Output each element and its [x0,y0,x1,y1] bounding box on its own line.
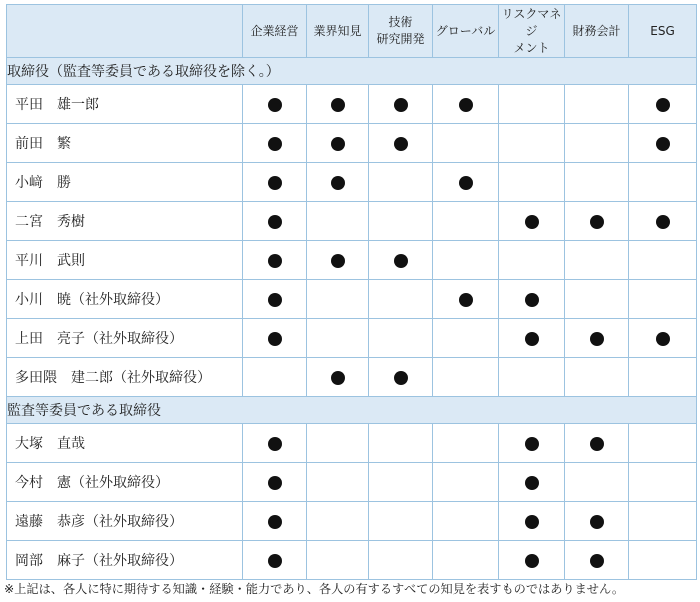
filled-circle-icon [268,254,282,268]
filled-circle-icon [656,332,670,346]
skill-cell-finance [565,241,629,280]
section-title: 取締役（監査等委員である取締役を除く。） [7,58,697,85]
member-name: 小﨑 勝 [7,163,243,202]
skill-cell-tech [369,358,433,397]
header-label: 技術 研究開発 [376,15,425,46]
skill-cell-tech [369,202,433,241]
table-body [7,5,697,580]
skill-cell-tech [369,163,433,202]
skill-cell-management [243,541,307,580]
skill-cell-esg [629,163,697,202]
filled-circle-icon [590,554,604,568]
member-row [7,280,697,319]
filled-circle-icon [525,293,539,307]
header-tech [369,5,433,58]
filled-circle-icon [268,293,282,307]
skill-cell-risk [499,541,565,580]
skill-cell-tech [369,463,433,502]
skill-cell-global [433,358,499,397]
filled-circle-icon [394,254,408,268]
skill-cell-risk [499,424,565,463]
skill-cell-tech [369,541,433,580]
filled-circle-icon [268,137,282,151]
skill-cell-global [433,124,499,163]
header-finance [565,5,629,58]
skill-cell-finance [565,124,629,163]
filled-circle-icon [331,176,345,190]
member-name: 今村 憲（社外取締役） [7,463,243,502]
filled-circle-icon [525,476,539,490]
skill-cell-global [433,202,499,241]
filled-circle-icon [459,293,473,307]
skill-cell-risk [499,502,565,541]
member-row [7,124,697,163]
skill-cell-finance [565,424,629,463]
skill-cell-risk [499,463,565,502]
skill-cell-global [433,241,499,280]
filled-circle-icon [525,215,539,229]
skill-cell-esg [629,124,697,163]
filled-circle-icon [459,176,473,190]
header-risk [499,5,565,58]
skill-cell-risk [499,124,565,163]
skill-cell-finance [565,358,629,397]
skill-cell-management [243,163,307,202]
skill-cell-finance [565,202,629,241]
skill-cell-management [243,463,307,502]
skill-cell-industry [307,280,369,319]
skill-cell-management [243,85,307,124]
header-label: 財務会計 [572,23,621,38]
member-name: 岡部 麻子（社外取締役） [7,541,243,580]
skill-cell-industry [307,358,369,397]
skill-cell-risk [499,202,565,241]
skill-cell-global [433,280,499,319]
skill-cell-esg [629,85,697,124]
header-row [7,5,697,58]
skill-cell-management [243,241,307,280]
member-name: 上田 亮子（社外取締役） [7,319,243,358]
section-title: 監査等委員である取締役 [7,397,697,424]
skill-cell-management [243,424,307,463]
header-global [433,5,499,58]
filled-circle-icon [590,437,604,451]
filled-circle-icon [268,437,282,451]
filled-circle-icon [590,332,604,346]
header-label: 業界知見 [313,23,362,38]
skill-cell-finance [565,85,629,124]
skill-cell-finance [565,280,629,319]
skill-cell-global [433,319,499,358]
filled-circle-icon [525,332,539,346]
skill-cell-tech [369,319,433,358]
skill-cell-global [433,424,499,463]
member-row [7,241,697,280]
filled-circle-icon [590,215,604,229]
skill-cell-global [433,502,499,541]
filled-circle-icon [656,137,670,151]
skill-cell-industry [307,85,369,124]
skill-cell-esg [629,541,697,580]
skill-cell-finance [565,463,629,502]
member-name: 平田 雄一郎 [7,85,243,124]
filled-circle-icon [331,137,345,151]
filled-circle-icon [331,371,345,385]
skill-cell-esg [629,241,697,280]
filled-circle-icon [331,98,345,112]
header-label: リスクマネジ メント [501,6,562,55]
skill-cell-tech [369,85,433,124]
skill-cell-risk [499,280,565,319]
skill-cell-industry [307,541,369,580]
header-esg [629,5,697,58]
member-name: 多田隈 建二郎（社外取締役） [7,358,243,397]
skill-cell-management [243,358,307,397]
member-row [7,85,697,124]
filled-circle-icon [394,98,408,112]
filled-circle-icon [525,515,539,529]
filled-circle-icon [268,332,282,346]
filled-circle-icon [656,98,670,112]
skill-cell-industry [307,502,369,541]
skill-cell-finance [565,163,629,202]
skill-cell-global [433,541,499,580]
skill-cell-finance [565,319,629,358]
skills-matrix-table [6,4,697,580]
header-management [243,5,307,58]
filled-circle-icon [268,215,282,229]
skill-cell-global [433,163,499,202]
header-label: ESG [650,23,675,38]
member-name: 大塚 直哉 [7,424,243,463]
skill-cell-esg [629,502,697,541]
skill-cell-industry [307,163,369,202]
filled-circle-icon [394,137,408,151]
skill-cell-finance [565,541,629,580]
skill-cell-tech [369,241,433,280]
skill-cell-esg [629,280,697,319]
filled-circle-icon [525,437,539,451]
skill-cell-management [243,502,307,541]
member-name: 前田 繁 [7,124,243,163]
member-name: 平川 武則 [7,241,243,280]
skill-cell-tech [369,502,433,541]
member-row [7,502,697,541]
skill-cell-esg [629,202,697,241]
member-name: 小川 暁（社外取締役） [7,280,243,319]
section-header-row [7,397,697,424]
filled-circle-icon [590,515,604,529]
filled-circle-icon [459,98,473,112]
member-row [7,463,697,502]
header-industry [307,5,369,58]
skill-cell-industry [307,241,369,280]
skill-cell-management [243,124,307,163]
skill-cell-esg [629,358,697,397]
member-row [7,202,697,241]
skill-cell-finance [565,502,629,541]
filled-circle-icon [268,98,282,112]
header-label: グローバル [435,23,496,38]
skill-cell-tech [369,124,433,163]
filled-circle-icon [656,215,670,229]
skill-cell-tech [369,280,433,319]
skill-cell-management [243,202,307,241]
skill-cell-risk [499,85,565,124]
member-row [7,541,697,580]
filled-circle-icon [268,176,282,190]
member-row [7,163,697,202]
filled-circle-icon [268,554,282,568]
skill-cell-industry [307,424,369,463]
member-row [7,319,697,358]
skill-cell-risk [499,358,565,397]
skill-cell-esg [629,319,697,358]
member-name: 二宮 秀樹 [7,202,243,241]
skill-cell-esg [629,424,697,463]
footnote: ※上記は、各人に特に期待する知識・経験・能力であり、各人の有するすべての知見を表すものではありません。 [4,582,625,596]
skill-cell-industry [307,202,369,241]
header-corner [7,5,243,58]
skill-cell-risk [499,241,565,280]
member-name: 遠藤 恭彦（社外取締役） [7,502,243,541]
skill-cell-management [243,319,307,358]
member-row [7,424,697,463]
skill-cell-risk [499,319,565,358]
skill-cell-tech [369,424,433,463]
filled-circle-icon [394,371,408,385]
filled-circle-icon [268,515,282,529]
skill-cell-industry [307,319,369,358]
filled-circle-icon [331,254,345,268]
skill-cell-esg [629,463,697,502]
skill-cell-management [243,280,307,319]
filled-circle-icon [525,554,539,568]
skill-cell-industry [307,124,369,163]
header-label: 企業経営 [250,23,299,38]
skill-cell-global [433,85,499,124]
member-row [7,358,697,397]
filled-circle-icon [268,476,282,490]
skill-cell-industry [307,463,369,502]
section-header-row [7,58,697,85]
skill-cell-risk [499,163,565,202]
skill-cell-global [433,463,499,502]
